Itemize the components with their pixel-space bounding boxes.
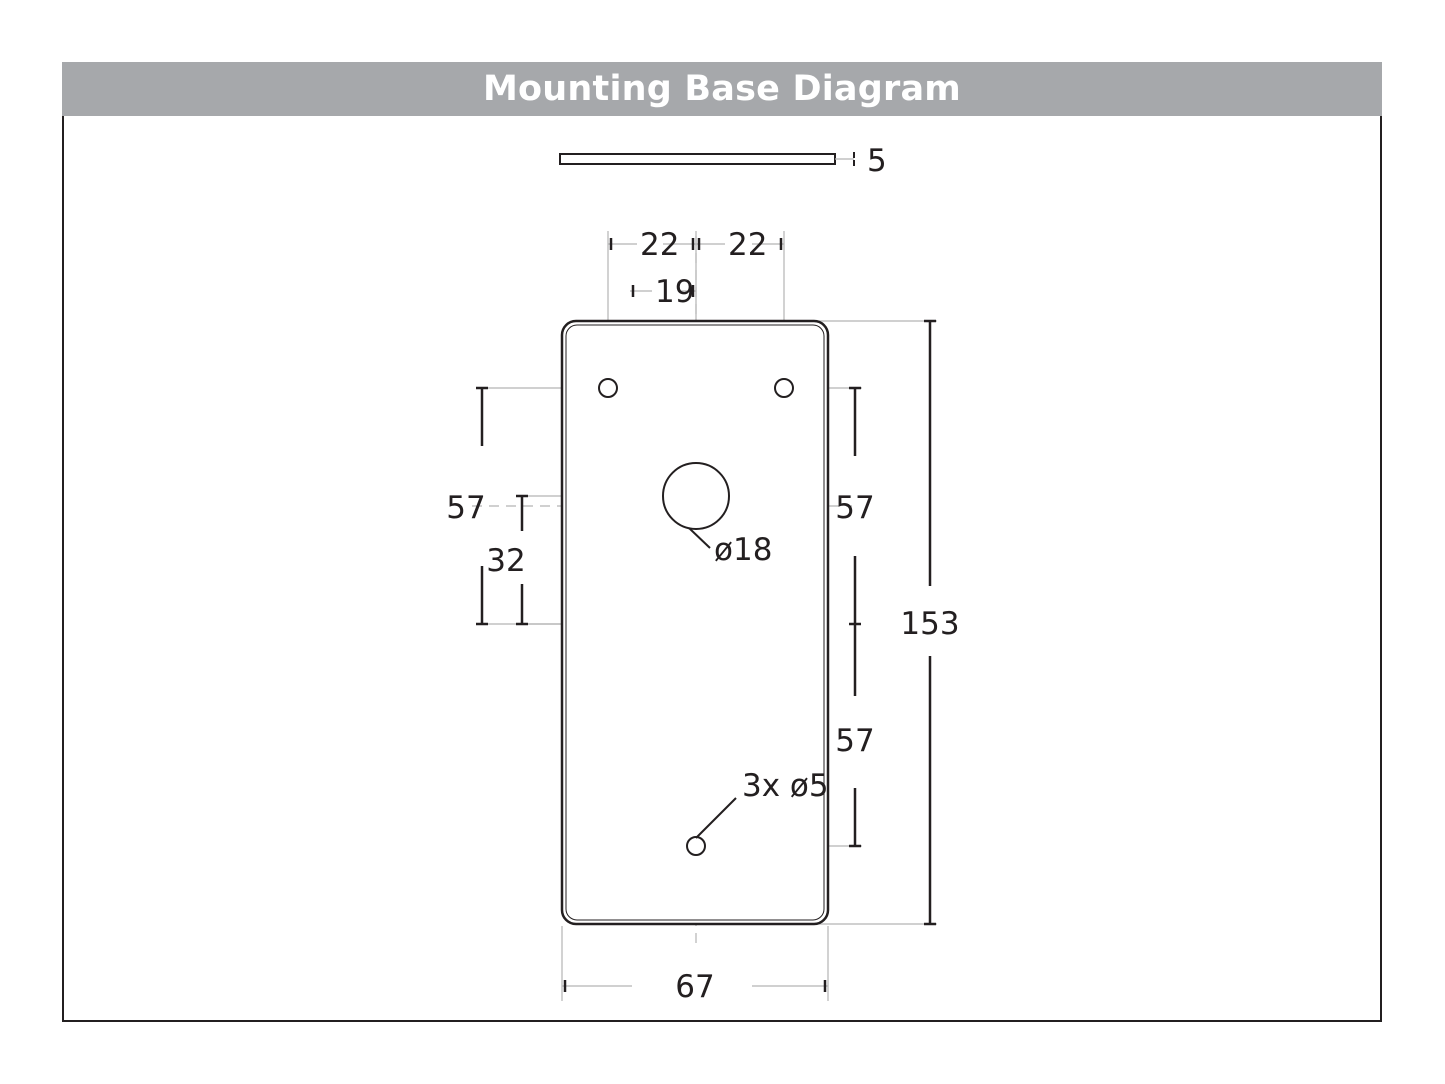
fixing-hole-top-right [775,379,793,397]
dim-57-left: 57 [446,490,486,526]
fixing-hole-bottom [687,837,705,855]
diagram-title-bar [62,62,1382,116]
label-cable-hole: ø18 [714,532,773,568]
front-plan-view [562,321,828,924]
dim-19: 19 [655,274,695,310]
fixing-hole-top-left [599,379,617,397]
dim-32-left: 32 [486,543,526,579]
page-title: Mounting Base Diagram [483,69,961,109]
cable-entry-hole [663,463,729,529]
dim-22-right: 22 [728,227,768,263]
side-profile-view [560,152,854,166]
dim-57-right-lower: 57 [835,723,875,759]
dim-22-left: 22 [640,227,680,263]
dim-153-overall-height: 153 [900,606,960,642]
dim-67-overall-width: 67 [675,969,715,1005]
label-fixing-holes: 3x ø5 [742,768,829,804]
dim-57-right-upper: 57 [835,490,875,526]
dim-thickness: 5 [867,143,887,179]
technical-drawing [62,116,1382,1022]
